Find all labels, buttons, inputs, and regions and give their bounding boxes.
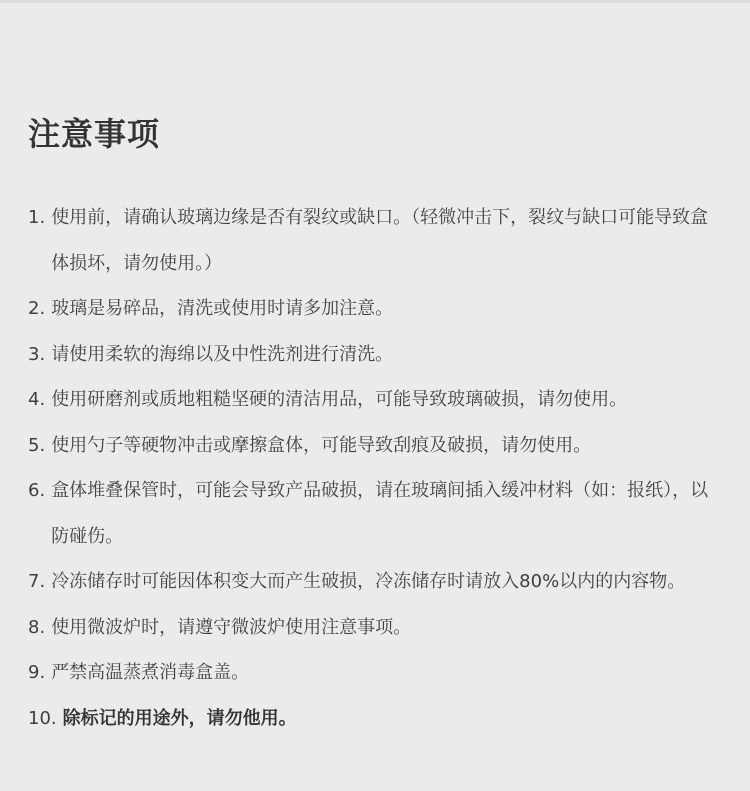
note-item-1	[28, 195, 728, 286]
note-item-8	[28, 605, 728, 651]
note-number: 10.	[28, 707, 57, 729]
notes-list	[28, 195, 728, 741]
note-number: 9.	[28, 662, 46, 683]
note-item-9	[28, 650, 728, 696]
note-text: 请使用柔软的海绵以及中性洗剂进行清洗。	[51, 343, 394, 365]
note-text: 冷冻储存时可能因体积变大而产生破损，冷冻储存时请放入80%以内的内容物。	[51, 571, 686, 592]
note-item-10	[28, 696, 728, 742]
note-item-2	[28, 286, 728, 332]
note-item-6	[28, 468, 728, 559]
note-text: 使用勺子等硬物冲击或摩擦盒体，可能导致刮痕及破损，请勿使用。	[51, 434, 592, 456]
top-divider	[0, 0, 750, 3]
note-item-7	[28, 559, 728, 605]
note-number: 5.	[28, 434, 46, 456]
note-text: 盒体堆叠保管时，可能会导致产品破损，请在玻璃间插入缓冲材料（如：报纸），以防碰伤。	[51, 480, 709, 547]
note-number: 2.	[28, 298, 46, 319]
note-item-3	[28, 332, 728, 378]
note-text: 使用微波炉时，请遵守微波炉使用注意事项。	[51, 616, 412, 638]
note-number: 6.	[28, 480, 46, 501]
note-text: 玻璃是易碎品，清洗或使用时请多加注意。	[51, 298, 394, 319]
note-item-4	[28, 377, 728, 423]
note-text: 严禁高温蒸煮消毒盒盖。	[51, 662, 250, 683]
note-number: 1.	[28, 207, 46, 228]
note-text: 除标记的用途外，请勿他用。	[62, 707, 297, 729]
note-number: 8.	[28, 616, 46, 638]
note-text: 使用研磨剂或质地粗糙坚硬的清洁用品，可能导致玻璃破损，请勿使用。	[51, 389, 628, 410]
note-item-5	[28, 423, 728, 469]
note-text: 使用前，请确认玻璃边缘是否有裂纹或缺口。（轻微冲击下，裂纹与缺口可能导致盒体损坏，请勿使用。）	[51, 207, 709, 274]
note-number: 3.	[28, 343, 46, 365]
page-title: 注意事项	[28, 115, 161, 153]
note-number: 7.	[28, 571, 46, 592]
note-number: 4.	[28, 389, 46, 410]
